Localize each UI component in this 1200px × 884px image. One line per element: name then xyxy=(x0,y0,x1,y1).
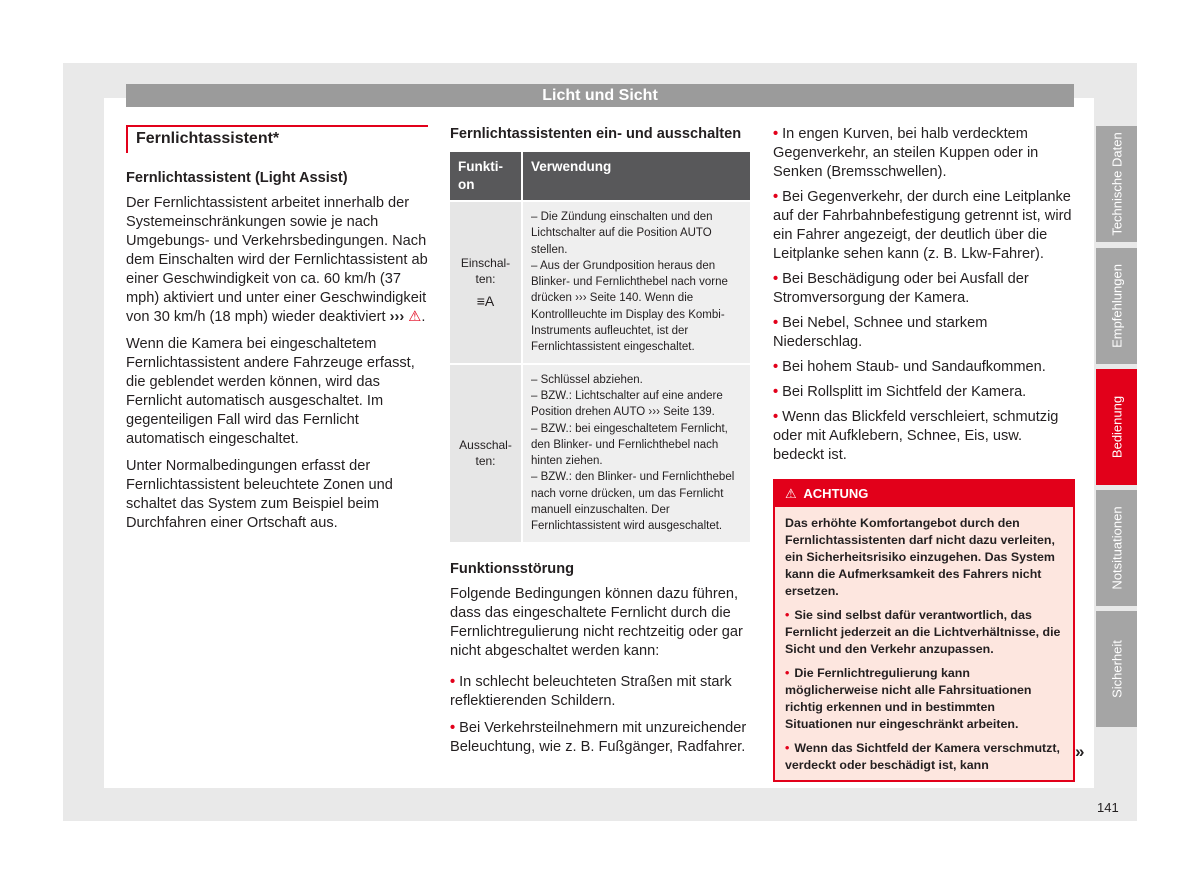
tab-sicherheit[interactable] xyxy=(1096,611,1137,727)
column-3 xyxy=(773,125,1075,782)
warning-box xyxy=(773,479,1075,782)
cross-reference-arrow[interactable]: ››› xyxy=(389,309,405,325)
list-item: • Bei Gegenverkehr, der durch eine Leitplanke auf der Fahrbahnbefestigung getrennt ist, wird ein Fahrer angezeigt, der deutlich über die Leitplanke sehen kann (z. B. Lkw-Fahrer). xyxy=(773,188,1075,264)
tab-empfehlungen[interactable] xyxy=(1096,248,1137,364)
row-label-cell xyxy=(450,201,522,364)
list-item: • Wenn das Blickfeld verschleiert, schmutzig oder mit Aufklebern, Schnee, Eis, usw. bedeckt ist. xyxy=(773,408,1075,465)
tab-label: Technische Daten xyxy=(1109,132,1124,236)
warning-body xyxy=(775,507,1073,780)
tab-label: Notsituationen xyxy=(1109,506,1124,590)
header-function: Funkti- on xyxy=(450,152,522,201)
usage-line: – Schlüssel abziehen. xyxy=(531,373,643,386)
usage-line: – Die Zündung einschalten und den Lichtschalter auf die Position AUTO stellen. xyxy=(531,211,713,256)
warning-list-item: • Die Fernlichtregulierung kann möglicherweise nicht alle Fahrsituationen richtig erkennen und in bestimmten Situationen nur eingeschränkt arbeiten. xyxy=(785,665,1063,733)
tab-label: Bedienung xyxy=(1109,395,1124,459)
paragraph-3: Unter Normalbedingungen erfasst der Fernlichtassistent beleuchtete Zonen und schaltet das System zum Beispiel beim Durchfahren einer Ortschaft aus. xyxy=(126,458,393,531)
list-item: • Bei hohem Staub- und Sandaufkommen. xyxy=(773,358,1075,377)
paragraph-1-text: Der Fernlichtassistent arbeitet innerhalb der Systemeinschränkungen sowie je nach Umgebungs- und Verkehrsbedingungen. Nach dem Einschalten wird der Fernlichtassistent ab einer Geschwindigkeit von ca. 60 km/h (37 mph) aktiviert und unter einer Geschwindigkeit von 30 km/h (18 mph) wieder deaktiviert xyxy=(126,195,428,325)
row-usage-cell xyxy=(522,364,750,542)
list-item: • Bei Beschädigung oder bei Ausfall der Stromversorgung der Kamera. xyxy=(773,270,1075,308)
high-beam-assist-icon: ≡A xyxy=(476,293,495,310)
function-table xyxy=(450,152,750,542)
header-usage: Verwendung xyxy=(522,152,750,201)
warning-header xyxy=(775,481,1073,507)
continue-mark: » xyxy=(1075,742,1085,761)
warning-title: ACHTUNG xyxy=(803,486,869,501)
page-number: 141 xyxy=(1097,800,1119,815)
tab-label: Empfehlungen xyxy=(1109,264,1124,348)
page-title: Licht und Sicht xyxy=(126,84,1074,107)
usage-line: – Aus der Grundposition heraus den Blinker- und Fernlichthebel nach vorne drücken ››› Seite 140. Wenn die Kontrollleuchte im Display des Kombi-Instruments aufleuchtet, ist der Fernlichtassistent eingeschaltet. xyxy=(531,259,728,354)
row-label: Einschal- ten: xyxy=(460,255,511,287)
usage-line: – BZW.: bei eingeschaltetem Fernlicht, den Blinker- und Fernlichthebel nach hinten ziehen. xyxy=(531,422,728,468)
column-2 xyxy=(450,125,750,765)
tab-notsituationen[interactable] xyxy=(1096,490,1137,606)
list-item: • Bei Nebel, Schnee und starkem Niederschlag. xyxy=(773,314,1075,352)
warning-list-item: • Wenn das Sichtfeld der Kamera verschmutzt, verdeckt oder beschädigt ist, kann xyxy=(785,740,1063,774)
table-header-row xyxy=(450,152,750,201)
warning-list-item: • Sie sind selbst dafür verantwortlich, das Fernlicht jederzeit an die Lichtverhältnisse, die Sicht und den Verkehr anzupassen. xyxy=(785,607,1063,658)
list-item: • Bei Verkehrsteilnehmern mit unzureichender Beleuchtung, wie z. B. Fußgänger, Radfahrer. xyxy=(450,719,750,757)
usage-line: – BZW.: Lichtschalter auf eine andere Position drehen AUTO ››› Seite 139. xyxy=(531,389,723,419)
tab-label: Sicherheit xyxy=(1109,640,1124,698)
list-item: • In engen Kurven, bei halb verdecktem Gegenverkehr, an steilen Kuppen oder in Senken (Bremsschwellen). xyxy=(773,125,1075,182)
tab-bedienung[interactable] xyxy=(1096,369,1137,485)
tab-technische-daten[interactable] xyxy=(1096,126,1137,242)
paragraph-2: Wenn die Kamera bei eingeschaltetem Fernlichtassistent andere Fahrzeuge erfasst, die geblendet werden können, wird das Fernlicht automatisch ausgeschaltet. Im gegenteiligen Fall wird das Fernlicht automatisch eingeschaltet. xyxy=(126,336,415,447)
column-1 xyxy=(126,125,428,541)
warning-intro: Das erhöhte Komfortangebot durch den Fernlichtassistenten darf nicht dazu verleiten, ein Sicherheitsrisiko einzugehen. Das System kann die Aufmerksamkeit des Fahrers nicht ersetzen. xyxy=(785,516,1055,598)
malfunction-intro: Folgende Bedingungen können dazu führen, dass das eingeschaltete Fernlicht durch die Fernlichtregulierung nicht rechtzeitig oder gar nicht abgeschaltet werden kann: xyxy=(450,585,743,659)
table-row xyxy=(450,364,750,542)
subheading-light-assist: Fernlichtassistent (Light Assist) xyxy=(126,170,348,186)
table-row xyxy=(450,201,750,364)
usage-line: – BZW.: den Blinker- und Fernlichthebel nach vorne drücken, um das Fernlicht manuell einzuschalten. Der Fernlichtassistent wird ausgeschaltet. xyxy=(531,471,735,533)
warning-triangle-icon: ⚠ xyxy=(785,486,797,501)
table-title: Fernlichtassistenten ein- und ausschalten xyxy=(450,126,742,142)
row-label: Ausschal- ten: xyxy=(459,437,512,469)
list-item: • Bei Rollsplitt im Sichtfeld der Kamera. xyxy=(773,383,1075,402)
row-usage-cell xyxy=(522,201,750,364)
subheading-malfunction: Funktionsstörung xyxy=(450,560,575,577)
row-label-cell xyxy=(450,364,522,542)
section-title: Fernlichtassistent* xyxy=(126,125,428,153)
warning-triangle-icon[interactable]: ⚠ xyxy=(408,309,422,325)
paragraph-1: Der Fernlichtassistent arbeitet innerhalb der Systemeinschränkungen sowie je nach Umgebungs- und Verkehrsbedingungen. Nach dem Einschalten wird der Fernlichtassistent ab einer Geschwindigkeit von ca. 60 km/h (37 mph) aktiviert und unter einer Geschwindigkeit von 30 km/h (18 mph) wieder deaktiviert ››› ⚠. xyxy=(126,195,428,325)
list-item: • In schlecht beleuchteten Straßen mit stark reflektierenden Schildern. xyxy=(450,673,750,711)
